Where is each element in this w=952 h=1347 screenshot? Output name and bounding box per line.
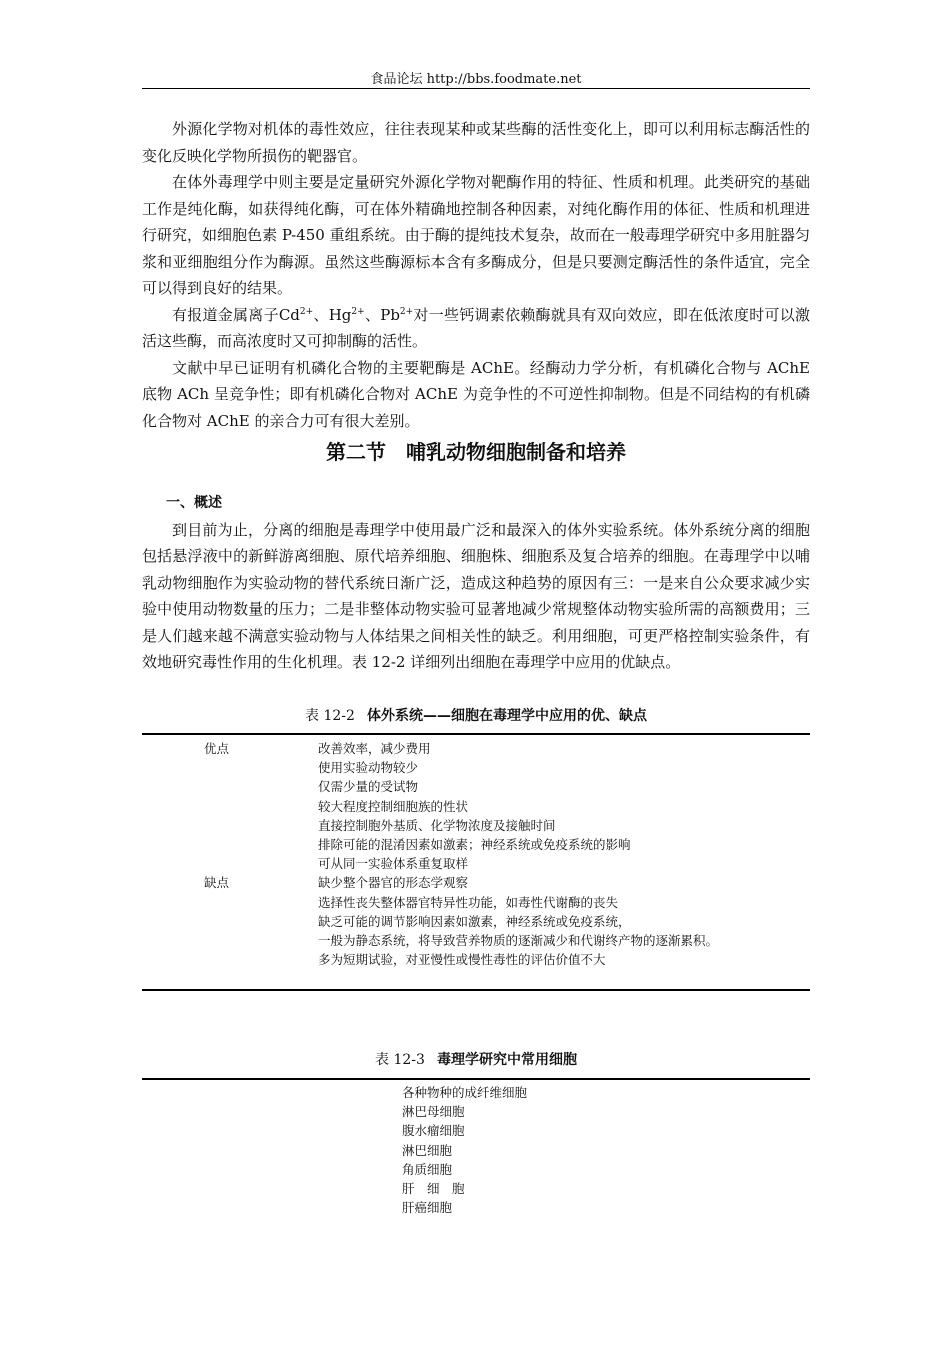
paragraph-4: 文献中早已证明有机磷化合物的主要靶酶是 AChE。经酶动力学分析，有机磷化合物与 AChE 底物 ACh 呈竞争性；即有机磷化合物对 AChE 为竞争性的不可逆性抑制物。但是不同结构的有机磷化合物对 AChE 的亲合力可有很大差别。: [142, 358, 810, 430]
list-item: 淋巴母细胞: [402, 1104, 465, 1120]
table-row: [142, 893, 810, 912]
paragraph-1: 外源化学物对机体的毒性效应，往往表现某种或某些酶的活性变化上，即可以利用标志酶活性的变化反映化学物所损伤的靶器官。: [142, 120, 810, 165]
subheading: 一、概述: [166, 495, 222, 511]
page-header: 食品论坛 http://bbs.foodmate.net: [370, 72, 582, 87]
table-12-2-title: 体外系统——细胞在毒理学中应用的优、缺点: [366, 708, 647, 724]
section-title: 第二节 哺乳动物细胞制备和培养: [326, 440, 626, 464]
p3-sup-3: 2+: [399, 306, 414, 317]
row-value: 可从同一实验体系重复取样: [318, 856, 469, 872]
list-item: 各种物种的成纤维细胞: [402, 1085, 528, 1100]
row-value: 一般为静态系统，将导致营养物质的逐渐减少和代谢终产物的逐渐累积。: [318, 932, 719, 948]
table-12-3-caption: [142, 1049, 810, 1069]
table-row: [142, 758, 810, 777]
table-row: [142, 950, 810, 969]
table-12-2-caption: [142, 705, 810, 725]
row-value: 多为短期试验，对亚慢性或慢性毒性的评估价值不大: [318, 952, 606, 968]
row-value: 缺乏可能的调节影响因素如激素，神经系统或免疫系统，: [318, 913, 631, 929]
p3-text-a: 有报道金属离子Cd: [172, 305, 300, 324]
p3-text-c: 、Pb: [364, 305, 400, 324]
row-value: 较大程度控制细胞族的性状: [318, 798, 469, 814]
list-item: 肝 细 胞: [402, 1181, 465, 1197]
p3-text-d: 对一些钙调素依赖酶就具有双向效应，即在低浓度时可以激活这些酶，而高浓度时又可抑制酶的活性。: [142, 305, 810, 350]
row-value: 使用实验动物较少: [318, 760, 419, 776]
row-value: 直接控制胞外基质、化学物浓度及接触时间: [318, 817, 556, 833]
list-item: 肝癌细胞: [402, 1200, 453, 1216]
list-item: 淋巴细胞: [402, 1142, 453, 1158]
table-12-3-number: 表 12-3: [375, 1052, 425, 1068]
row-label: 优点: [204, 741, 230, 756]
table-row: [142, 797, 810, 816]
table-12-3: [402, 1083, 527, 1217]
table-row: [142, 816, 810, 835]
table-12-2: [142, 739, 810, 969]
p3-text-b: 、Hg: [313, 305, 352, 324]
table-12-3-title: 毒理学研究中常用细胞: [436, 1052, 577, 1068]
table-row: [142, 912, 810, 931]
paragraph-2: 在体外毒理学中则主要是定量研究外源化学物对靶酶作用的特征、性质和机理。此类研究的基础工作是纯化酶，如获得纯化酶，可在体外精确地控制各种因素，对纯化酶作用的体征、性质和机理进行研究，如细胞色素 P-450 重组系统。由于酶的提纯技术复杂，故而在一般毒理学研究中多用脏器匀浆和亚细胞组分作为酶源。虽然这些酶源标本含有多酶成分，但是只要测定酶活性的条件适宜，完全可以得到良好的结果。: [142, 173, 810, 297]
section-paragraph: 到目前为止，分离的细胞是毒理学中使用最广泛和最深入的体外实验系统。体外系统分离的细胞包括悬浮液中的新鲜游离细胞、原代培养细胞、细胞株、细胞系及复合培养的细胞。在毒理学中以哺乳动物细胞作为实验动物的替代系统日渐广泛，造成这种趋势的原因有三：一是来自公众要求减少实验中使用动物数量的压力；二是非整体动物实验可显著地减少常规整体动物实验所需的高额费用；三是人们越来越不满意实验动物与人体结果之间相关性的缺乏。利用细胞，可更严格控制实验条件，有效地研究毒性作用的生化机理。表 12-2 详细列出细胞在毒理学中应用的优缺点。: [142, 520, 810, 671]
row-value: 选择性丧失整体器官特异性功能，如毒性代谢酶的丧失: [318, 894, 619, 910]
table-12-2-bottom-rule: [142, 989, 810, 991]
row-value: 缺少整个器官的形态学观察: [318, 875, 469, 891]
row-value: 改善效率，减少费用: [318, 741, 431, 756]
table-12-3-top-rule: [142, 1078, 810, 1080]
p3-sup-1: 2+: [299, 306, 314, 317]
table-row: [142, 739, 810, 758]
table-row: [142, 777, 810, 796]
header-rule: [142, 88, 810, 89]
body-text: [142, 116, 810, 434]
paragraph-3: [142, 302, 810, 355]
list-item: 角质细胞: [402, 1161, 453, 1177]
row-value: 排除可能的混淆因素如激素；神经系统或免疫系统的影响: [318, 836, 631, 852]
table-row: [142, 873, 810, 892]
table-12-2-number: 表 12-2: [305, 708, 355, 724]
row-label: 缺点: [204, 875, 230, 891]
table-row: [142, 835, 810, 854]
section-body: [142, 490, 810, 676]
list-item: 腹水瘤细胞: [402, 1123, 465, 1139]
table-row: [142, 931, 810, 950]
table-row: [142, 854, 810, 873]
table-12-2-top-rule: [142, 733, 810, 735]
p3-sup-2: 2+: [351, 306, 365, 317]
row-value: 仅需少量的受试物: [318, 779, 419, 795]
